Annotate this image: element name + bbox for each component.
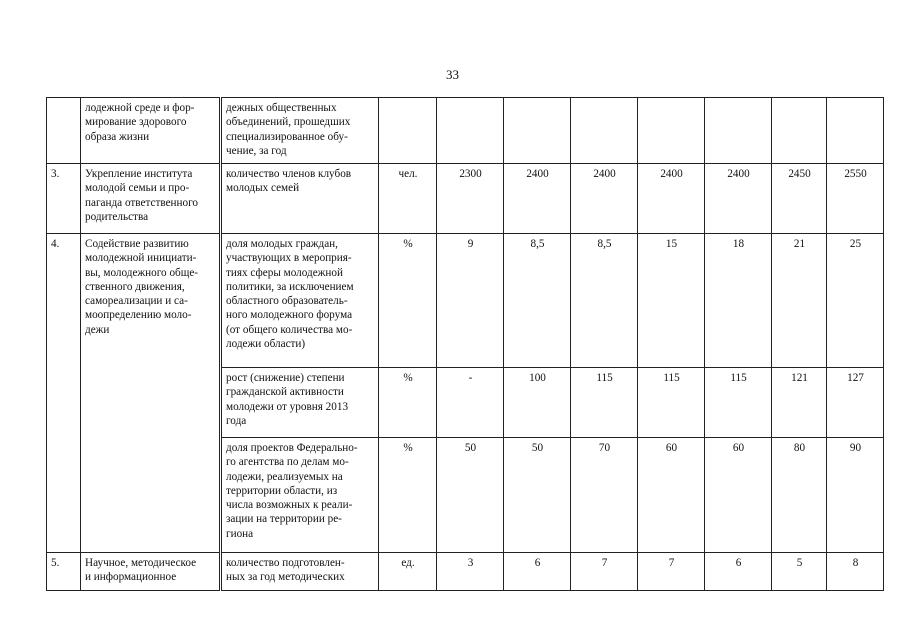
value-cell: 5: [772, 553, 827, 591]
value-cell: 8,5: [571, 234, 638, 368]
unit-cell: [379, 98, 437, 164]
task-cell: Научное, методическое и информационное: [81, 553, 221, 591]
value-cell: 9: [437, 234, 504, 368]
value-cell: 2400: [571, 164, 638, 234]
value-cell: [705, 98, 772, 164]
table-row: [47, 553, 884, 591]
page-number: 33: [446, 67, 459, 82]
value-cell: 15: [638, 234, 705, 368]
table-row: [47, 234, 884, 368]
value-cell: 90: [827, 438, 884, 553]
unit-cell: ед.: [379, 553, 437, 591]
value-cell: 2550: [827, 164, 884, 234]
value-cell: 80: [772, 438, 827, 553]
value-cell: 7: [571, 553, 638, 591]
value-cell: 60: [638, 438, 705, 553]
row-number: 3.: [47, 164, 81, 234]
value-cell: 2400: [504, 164, 571, 234]
value-cell: 18: [705, 234, 772, 368]
value-cell: 50: [504, 438, 571, 553]
value-cell: 127: [827, 368, 884, 438]
value-cell: 100: [504, 368, 571, 438]
unit-cell: чел.: [379, 164, 437, 234]
value-cell: 8: [827, 553, 884, 591]
value-cell: 2300: [437, 164, 504, 234]
task-cell: лодежной среде и фор- мирование здорового образа жизни: [81, 98, 221, 164]
indicator-cell: рост (снижение) степени гражданской активности молодежи от уровня 2013 года: [221, 368, 379, 438]
value-cell: 60: [705, 438, 772, 553]
task-cell: Содействие развитию молодежной инициати- вы, молодежного обще- ственного движения, самореализации и са- моопределению моло- дежи: [81, 234, 221, 553]
value-cell: 121: [772, 368, 827, 438]
indicator-cell: доля молодых граждан, участвующих в мероприя- тиях сферы молодежной политики, за исключением областного образователь- ного молодежного форума (от общего количества мо- лодежи области): [221, 234, 379, 368]
indicator-cell: количество членов клубов молодых семей: [221, 164, 379, 234]
value-cell: 70: [571, 438, 638, 553]
value-cell: [437, 98, 504, 164]
value-cell: [571, 98, 638, 164]
unit-cell: %: [379, 438, 437, 553]
value-cell: 115: [705, 368, 772, 438]
indicator-cell: дежных общественных объединений, прошедших специализированное обу- чение, за год: [221, 98, 379, 164]
value-cell: [504, 98, 571, 164]
unit-cell: %: [379, 368, 437, 438]
row-number: 5.: [47, 553, 81, 591]
value-cell: 6: [705, 553, 772, 591]
value-cell: 8,5: [504, 234, 571, 368]
unit-cell: %: [379, 234, 437, 368]
table-row: [47, 98, 884, 164]
row-number: [47, 98, 81, 164]
value-cell: 25: [827, 234, 884, 368]
value-cell: 2400: [705, 164, 772, 234]
value-cell: 115: [571, 368, 638, 438]
task-cell: Укрепление института молодой семьи и про- паганда ответственного родительства: [81, 164, 221, 234]
value-cell: 2400: [638, 164, 705, 234]
value-cell: [638, 98, 705, 164]
indicator-cell: доля проектов Федерально- го агентства по делам мо- лодежи, реализуемых на территории области, из числа возможных к реали- зации на территории ре- гиона: [221, 438, 379, 553]
value-cell: 6: [504, 553, 571, 591]
value-cell: 21: [772, 234, 827, 368]
value-cell: [827, 98, 884, 164]
value-cell: 115: [638, 368, 705, 438]
indicators-table: [46, 97, 884, 591]
value-cell: 2450: [772, 164, 827, 234]
table-row: [47, 164, 884, 234]
value-cell: -: [437, 368, 504, 438]
value-cell: [772, 98, 827, 164]
value-cell: 50: [437, 438, 504, 553]
indicator-cell: количество подготовлен- ных за год методических: [221, 553, 379, 591]
value-cell: 7: [638, 553, 705, 591]
row-number: 4.: [47, 234, 81, 553]
value-cell: 3: [437, 553, 504, 591]
